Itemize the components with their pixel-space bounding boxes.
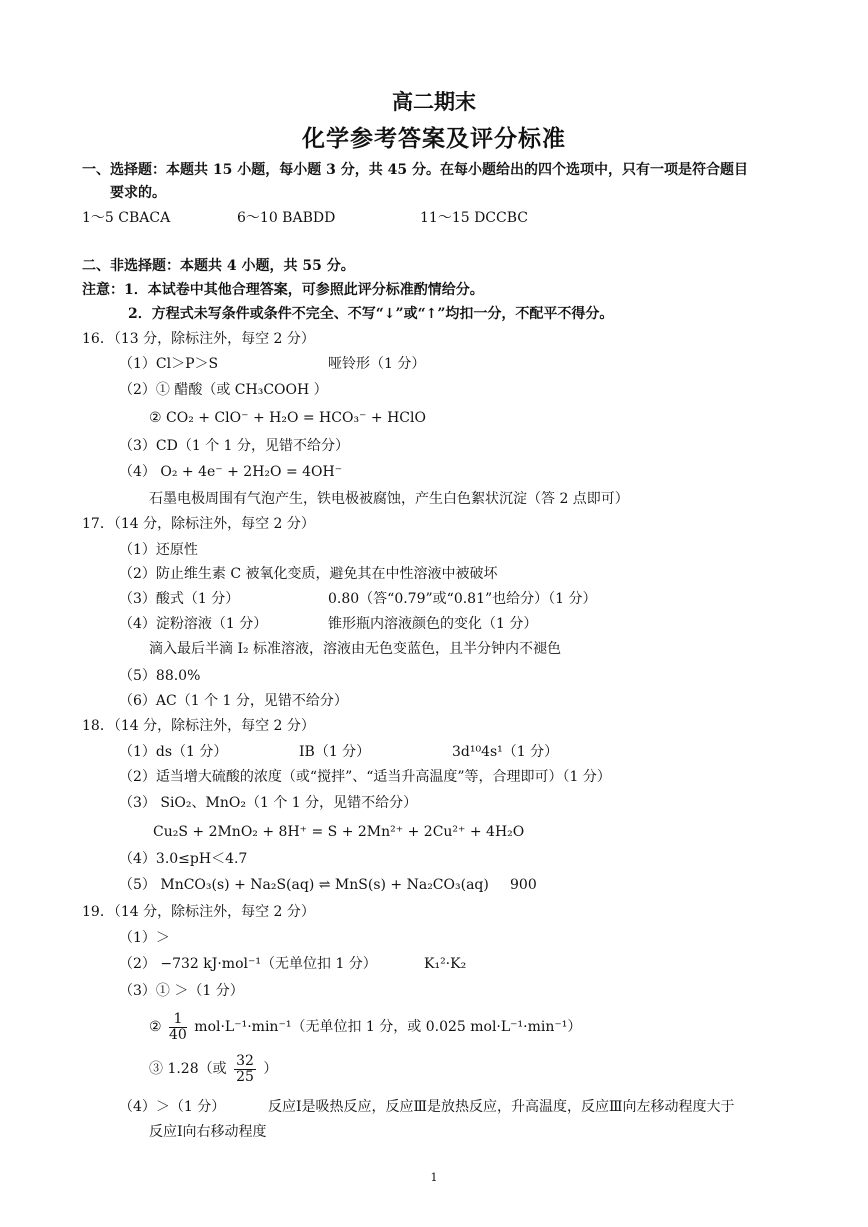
- q17-answer-4: （4）淀粉溶液（1 分）: [119, 616, 268, 632]
- q19-answer-4c: 反应Ⅰ向右移动程度: [149, 1124, 267, 1140]
- q16-answer-1: （1）Cl＞P＞S: [119, 356, 219, 372]
- page-subtitle: 化学参考答案及评分标准: [302, 125, 566, 152]
- q18-answer-1: （1）ds（1 分）: [119, 744, 228, 760]
- q16-answer-1b: 哑铃形（1 分）: [328, 356, 426, 372]
- q19-answer-3c-fraction: [234, 1054, 256, 1085]
- q19-answer-3c: [149, 1052, 277, 1086]
- q19-answer-3c-denominator: 25: [236, 1068, 254, 1085]
- q18-answer-5: （5） MnCO₃(s) + Na₂S(aq) ⇌ MnS(s) + Na₂CO₃(aq): [119, 877, 489, 893]
- q18-answer-1b: ⅠB（1 分）: [299, 744, 371, 760]
- q18-header: 18．（14 分，除标注外，每空 2 分）: [82, 718, 315, 734]
- note-1: 注意：1．本试卷中其他合理答案，可参照此评分标准酌情给分。: [82, 282, 484, 298]
- q19-answer-3: （3）① ＞（1 分）: [119, 983, 244, 999]
- q19-answer-3b-denominator: 40: [169, 1026, 187, 1043]
- q19-answer-2b: K₁²·K₂: [424, 956, 467, 972]
- page-title: 高二期末: [392, 89, 476, 114]
- q19-answer-3b-fraction: [169, 1012, 187, 1043]
- q19-answer-3b: [149, 1010, 581, 1044]
- q19-answer-3c-suffix: ）: [263, 1061, 278, 1077]
- page-number: 1: [430, 1171, 438, 1184]
- q17-answer-6: （6）AC（1 个 1 分，见错不给分）: [119, 693, 348, 709]
- q19-answer-3b-suffix: mol·L⁻¹·min⁻¹（无单位扣 1 分，或 0.025 mol·L⁻¹·min⁻¹）: [194, 1019, 582, 1035]
- q19-answer-1: （1）＞: [119, 930, 170, 946]
- q18-answer-3b: Cu₂S + 2MnO₂ + 8H⁺ = S + 2Mn²⁺ + 2Cu²⁺ + 4H₂O: [153, 824, 525, 840]
- q19-answer-3b-prefix: ②: [149, 1019, 162, 1035]
- q16-header: 16．（13 分，除标注外，每空 2 分）: [82, 331, 315, 347]
- q16-answer-3: （3）CD（1 个 1 分，见错不给分）: [119, 438, 350, 454]
- q17-answer-1: （1）还原性: [119, 542, 198, 558]
- q19-answer-3c-prefix: ③ 1.28（或: [149, 1061, 227, 1077]
- q18-answer-5b: 900: [510, 877, 537, 893]
- q18-answer-4: （4）3.0≤pH＜4.7: [119, 851, 248, 867]
- q16-answer-2: （2）① 醋酸（或 CH₃COOH ）: [119, 382, 328, 398]
- q19-answer-3c-numerator: 32: [236, 1052, 254, 1069]
- section1-heading-line1: 一、选择题：本题共 15 小题，每小题 3 分，共 45 分。在每小题给出的四个选项中，只有一项是符合题目: [82, 162, 748, 178]
- q18-answer-3: （3） SiO₂、MnO₂（1 个 1 分，见错不给分）: [119, 795, 418, 811]
- q16-answer-4b: 石墨电极周围有气泡产生，铁电极被腐蚀，产生白色絮状沉淀（答 2 点即可）: [149, 491, 629, 507]
- q17-answer-3b: 0.80（答“0.79”或“0.81”也给分）（1 分）: [328, 591, 597, 607]
- q17-answer-3: （3）酸式（1 分）: [119, 591, 240, 607]
- q18-answer-1c: 3d¹⁰4s¹（1 分）: [452, 744, 559, 760]
- q16-answer-2b: ② CO₂ + ClO⁻ + H₂O = HCO₃⁻ + HClO: [149, 410, 426, 426]
- q17-answer-5: （5）88.0%: [119, 668, 201, 684]
- mc-answers-6-10: 6～10 BABDD: [237, 210, 336, 226]
- mc-answers-11-15: 11～15 DCCBC: [420, 210, 528, 226]
- mc-answers-1-5: 1～5 CBACA: [82, 210, 171, 226]
- section2-heading: 二、非选择题：本题共 4 小题，共 55 分。: [82, 258, 355, 274]
- q18-answer-2: （2）适当增大硫酸的浓度（或“搅拌”、“适当升高温度”等，合理即可）（1 分）: [119, 769, 611, 785]
- q19-header: 19．（14 分，除标注外，每空 2 分）: [82, 904, 315, 920]
- q17-answer-4b: 锥形瓶内溶液颜色的变化（1 分）: [328, 616, 538, 632]
- q17-header: 17．（14 分，除标注外，每空 2 分）: [82, 516, 315, 532]
- q19-answer-4b: 反应Ⅰ是吸热反应，反应Ⅲ是放热反应，升高温度，反应Ⅲ向左移动程度大于: [268, 1099, 735, 1115]
- q16-answer-4: （4） O₂ + 4e⁻ + 2H₂O = 4OH⁻: [119, 464, 343, 480]
- q17-answer-2: （2）防止维生素 C 被氧化变质，避免其在中性溶液中被破坏: [119, 566, 498, 582]
- note-2: 2．方程式未写条件或条件不完全、不写“↓”或“↑”均扣一分，不配平不得分。: [128, 306, 614, 322]
- q17-answer-4c: 滴入最后半滴 I₂ 标准溶液，溶液由无色变蓝色，且半分钟内不褪色: [149, 641, 562, 657]
- section1-heading-line2: 要求的。: [110, 185, 166, 201]
- q19-answer-4: （4）＞（1 分）: [119, 1099, 226, 1115]
- q19-answer-2: （2） −732 kJ·mol⁻¹（无单位扣 1 分）: [119, 956, 377, 972]
- q19-answer-3b-numerator: 1: [169, 1012, 187, 1028]
